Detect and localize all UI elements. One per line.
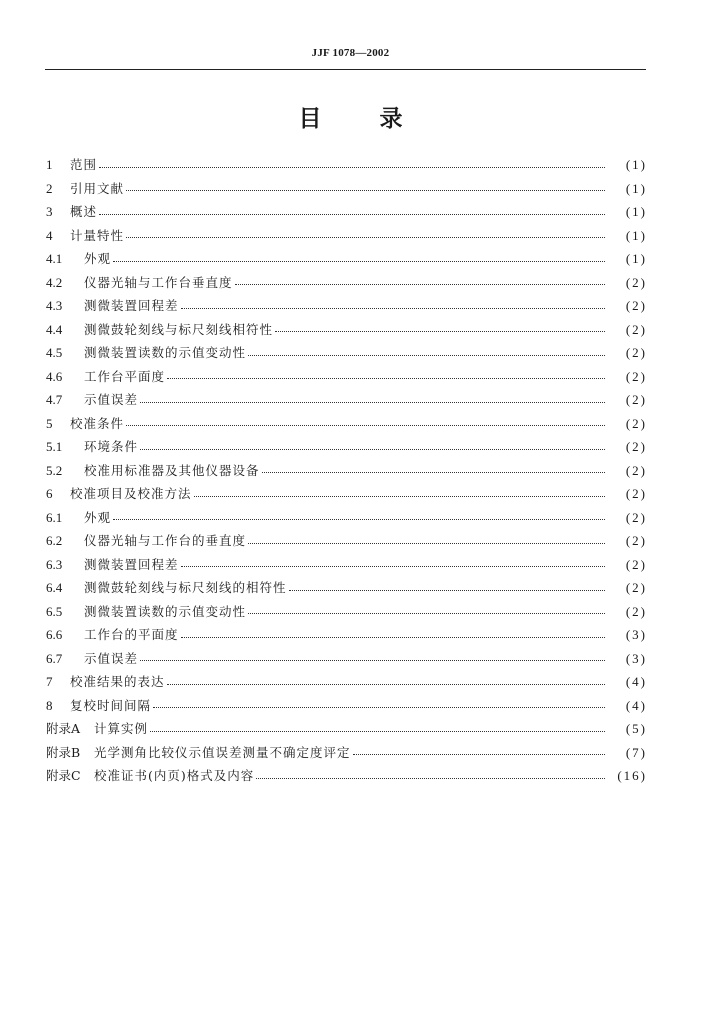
toc-entry-title: 校准项目及校准方法 (70, 486, 192, 501)
toc-entry[interactable] (46, 412, 647, 436)
toc-entry-title: 校准结果的表达 (70, 674, 165, 689)
toc-entry-title: 概述 (70, 204, 98, 219)
toc-dot-leader (126, 424, 605, 426)
toc-entry-title: 仪器光轴与工作台的垂直度 (84, 533, 247, 548)
toc-entry-title: 计算实例 (94, 721, 149, 736)
toc-entry-title: 仪器光轴与工作台垂直度 (84, 274, 233, 290)
toc-entry[interactable] (46, 459, 647, 483)
toc-entry-page: (2) (625, 486, 647, 501)
toc-entry-number: 3 (46, 204, 53, 219)
toc-dot-leader (113, 518, 605, 520)
toc-dot-leader (153, 706, 605, 708)
toc-entry-number: 6.1 (46, 509, 63, 525)
toc-entry-title: 范围 (70, 157, 98, 172)
toc-entry-page: (2) (625, 298, 647, 313)
toc-entry[interactable] (46, 271, 647, 295)
toc-entry-page: (3) (625, 627, 647, 642)
toc-entry-page: (2) (625, 509, 647, 525)
toc-entry-page: (2) (625, 533, 647, 548)
toc-entry-number: 6.2 (46, 533, 63, 548)
toc-entry-page: (3) (625, 650, 647, 666)
toc-entry-page: (2) (625, 462, 647, 478)
toc-entry-page: (2) (625, 415, 647, 431)
toc-entry-title: 测微装置读数的示值变动性 (84, 345, 247, 360)
toc-entry-title: 外观 (84, 251, 112, 266)
toc-entry-title: 测微装置回程差 (84, 298, 179, 313)
toc-entry-title: 测微装置回程差 (84, 556, 179, 572)
toc-dot-leader (167, 377, 605, 379)
toc-dot-leader (140, 448, 605, 450)
toc-entry-page: (16) (617, 768, 647, 783)
toc-entry-number: 6.4 (46, 580, 63, 595)
toc-entry-number: 4 (46, 227, 53, 243)
toc-entry-title: 工作台的平面度 (84, 627, 179, 642)
toc-entry[interactable] (46, 224, 647, 248)
toc-entry-number: 4.5 (46, 345, 63, 360)
toc-entry[interactable] (46, 482, 647, 506)
toc-entry[interactable] (46, 294, 647, 318)
toc-entry-title: 校准证书(内页)格式及内容 (94, 768, 255, 783)
toc-entry-page: (7) (625, 744, 647, 760)
toc-entry-page: (5) (625, 721, 647, 736)
toc-entry-page: (2) (625, 274, 647, 290)
table-of-contents (46, 153, 647, 788)
toc-entry[interactable] (46, 247, 647, 271)
toc-entry-title: 校准用标准器及其他仪器设备 (84, 462, 260, 478)
toc-entry[interactable] (46, 576, 647, 600)
toc-dot-leader (181, 636, 605, 638)
toc-entry-number: 4.1 (46, 251, 63, 266)
toc-entry[interactable] (46, 553, 647, 577)
toc-dot-leader (194, 495, 605, 497)
toc-entry-page: (4) (625, 674, 647, 689)
toc-entry[interactable] (46, 177, 647, 201)
toc-dot-leader (181, 565, 605, 567)
toc-entry-title: 示值误差 (84, 650, 139, 666)
toc-entry[interactable] (46, 388, 647, 412)
toc-entry[interactable] (46, 153, 647, 177)
toc-entry-title: 复校时间间隔 (70, 697, 152, 713)
toc-entry[interactable] (46, 341, 647, 365)
toc-entry-page: (1) (625, 180, 647, 196)
toc-entry-page: (1) (625, 227, 647, 243)
toc-entry-number: 4.2 (46, 274, 63, 290)
toc-entry-title: 测微鼓轮刻线与标尺刻线的相符性 (84, 580, 287, 595)
toc-entry[interactable] (46, 506, 647, 530)
toc-entry-number: 附录B (46, 744, 81, 760)
toc-entry-number: 4.7 (46, 392, 63, 407)
toc-entry-number: 1 (46, 157, 53, 172)
toc-dot-leader (99, 213, 605, 215)
toc-entry-page: (2) (625, 368, 647, 384)
toc-entry-number: 6.6 (46, 627, 63, 642)
toc-entry-number: 6.3 (46, 556, 63, 572)
toc-entry-page: (2) (625, 580, 647, 595)
toc-dot-leader (235, 283, 605, 285)
toc-dot-leader (167, 683, 605, 685)
toc-dot-leader (275, 330, 605, 332)
toc-entry[interactable] (46, 365, 647, 389)
toc-entry-page: (2) (625, 439, 647, 454)
toc-dot-leader (248, 612, 605, 614)
toc-entry-number: 8 (46, 697, 53, 713)
toc-entry[interactable] (46, 717, 647, 741)
toc-dot-leader (126, 189, 605, 191)
toc-entry[interactable] (46, 647, 647, 671)
toc-entry-title: 校准条件 (70, 415, 125, 431)
toc-entry[interactable] (46, 318, 647, 342)
toc-entry[interactable] (46, 764, 647, 788)
toc-entry-page: (2) (625, 556, 647, 572)
toc-entry-number: 5.1 (46, 439, 63, 454)
toc-dot-leader (113, 260, 605, 262)
toc-entry-page: (1) (625, 251, 647, 266)
toc-entry-page: (2) (625, 345, 647, 360)
toc-entry-title: 示值误差 (84, 392, 139, 407)
toc-entry-title: 测微鼓轮刻线与标尺刻线相符性 (84, 321, 274, 337)
toc-entry-number: 6.5 (46, 603, 63, 619)
toc-dot-leader (353, 753, 605, 755)
toc-dot-leader (248, 354, 605, 356)
toc-entry-number: 4.3 (46, 298, 63, 313)
toc-entry-title: 外观 (84, 509, 112, 525)
toc-entry[interactable] (46, 623, 647, 647)
toc-dot-leader (256, 777, 605, 779)
toc-entry-title: 工作台平面度 (84, 368, 166, 384)
toc-dot-leader (99, 166, 605, 168)
toc-entry[interactable] (46, 600, 647, 624)
toc-entry[interactable] (46, 694, 647, 718)
toc-entry-title: 引用文献 (70, 180, 125, 196)
toc-entry-page: (2) (625, 321, 647, 337)
toc-entry-number: 附录A (46, 721, 81, 736)
toc-dot-leader (140, 401, 605, 403)
toc-entry-title: 计量特性 (70, 227, 125, 243)
toc-entry-page: (1) (625, 204, 647, 219)
header-rule (45, 69, 646, 70)
page-title (0, 100, 701, 133)
document-code-header: JJF 1078—2002 (311, 47, 390, 59)
toc-entry-number: 4.6 (46, 368, 63, 384)
toc-entry-number: 6.7 (46, 650, 63, 666)
toc-entry[interactable] (46, 741, 647, 765)
title-char-1: 目 (298, 106, 322, 132)
toc-entry-page: (4) (625, 697, 647, 713)
toc-entry-number: 2 (46, 180, 53, 196)
toc-entry-title: 光学测角比较仪示值误差测量不确定度评定 (94, 744, 351, 760)
toc-entry-page: (2) (625, 603, 647, 619)
toc-entry-title: 环境条件 (84, 439, 139, 454)
toc-entry-number: 7 (46, 674, 53, 689)
toc-entry-title: 测微装置读数的示值变动性 (84, 603, 247, 619)
toc-dot-leader (150, 730, 605, 732)
toc-dot-leader (126, 236, 605, 238)
toc-dot-leader (262, 471, 605, 473)
toc-dot-leader (289, 589, 605, 591)
toc-dot-leader (181, 307, 605, 309)
toc-entry-page: (1) (625, 157, 647, 172)
toc-entry-number: 5 (46, 415, 53, 431)
toc-dot-leader (248, 542, 605, 544)
title-char-2: 录 (379, 106, 403, 132)
toc-entry-number: 附录C (46, 768, 81, 783)
toc-dot-leader (140, 659, 605, 661)
toc-entry[interactable] (46, 200, 647, 224)
toc-entry-number: 4.4 (46, 321, 63, 337)
toc-entry-number: 6 (46, 486, 53, 501)
toc-entry-number: 5.2 (46, 462, 63, 478)
toc-entry-page: (2) (625, 392, 647, 407)
toc-entry[interactable] (46, 435, 647, 459)
toc-entry[interactable] (46, 670, 647, 694)
toc-entry[interactable] (46, 529, 647, 553)
